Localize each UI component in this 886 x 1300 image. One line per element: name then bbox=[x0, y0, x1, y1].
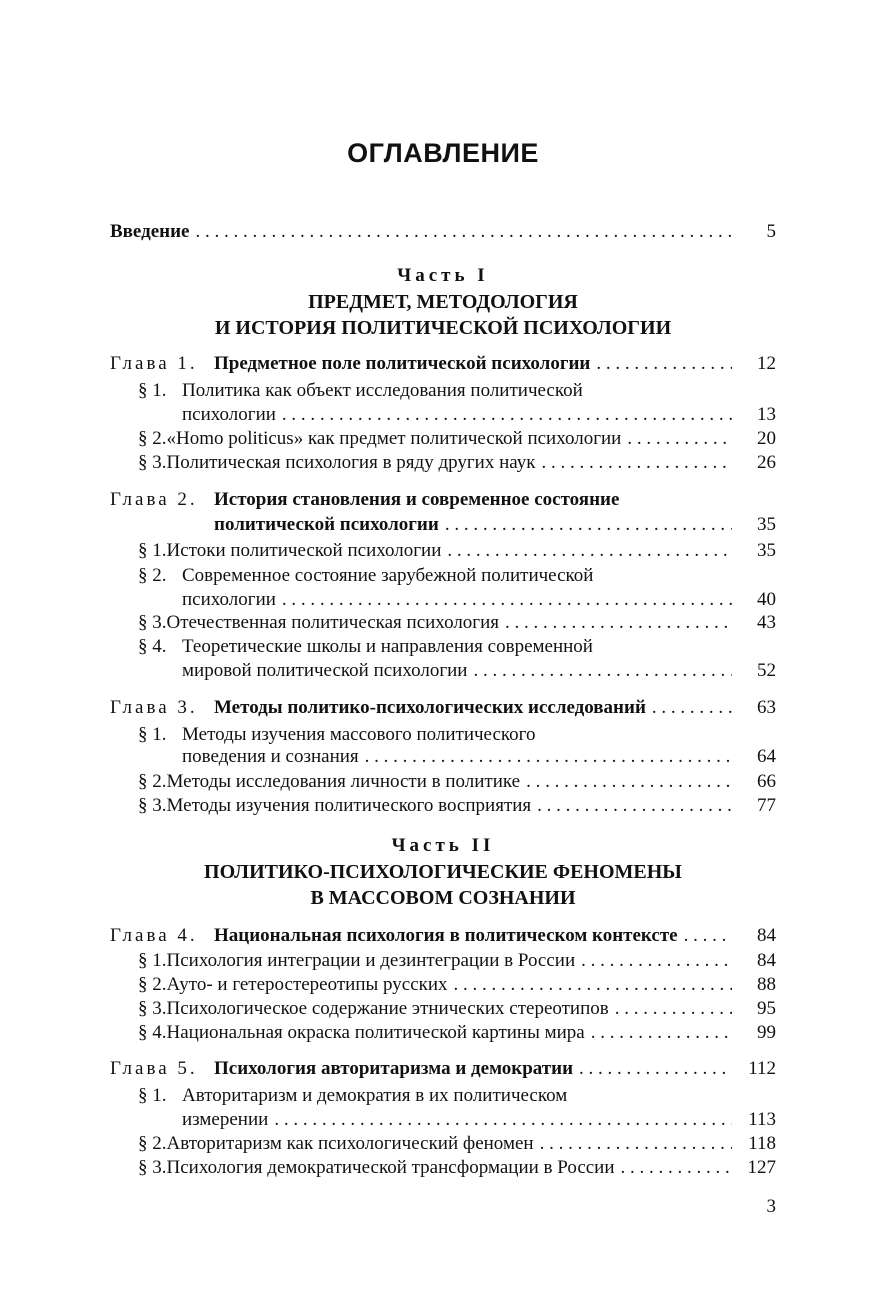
chapter-label: Глава 4. bbox=[110, 925, 198, 946]
leader-dots bbox=[621, 428, 732, 450]
section-title: Авторитаризм как психологический феномен bbox=[166, 1133, 534, 1154]
toc-entry-section[interactable] bbox=[138, 1133, 776, 1155]
leader-dots bbox=[678, 925, 732, 947]
leader-dots bbox=[646, 697, 732, 719]
intro-title: Введение bbox=[110, 221, 190, 242]
section-label: § 4. bbox=[138, 636, 167, 657]
chapter-page: 12 bbox=[757, 353, 776, 374]
leader-dots bbox=[276, 404, 732, 426]
section-label: § 2. bbox=[138, 565, 167, 586]
part-2-title-line-2: В МАССОВОМ СОЗНАНИИ bbox=[310, 887, 576, 909]
chapter-label: Глава 1. bbox=[110, 353, 198, 374]
section-title: Политическая психология в ряду других наук bbox=[166, 452, 536, 473]
leader-dots bbox=[585, 1022, 732, 1044]
toc-entry-section[interactable] bbox=[138, 1085, 776, 1107]
section-label: § 3. bbox=[138, 1157, 167, 1178]
section-title-line-2: психологии bbox=[182, 589, 276, 610]
leader-dots bbox=[467, 660, 732, 682]
section-label: § 1. bbox=[138, 950, 167, 971]
leader-dots bbox=[573, 1058, 732, 1080]
section-page: 52 bbox=[757, 660, 776, 681]
section-page: 77 bbox=[757, 795, 776, 816]
section-title-line-1: Современное состояние зарубежной политической bbox=[182, 565, 594, 586]
section-title-line-1: Теоретические школы и направления современной bbox=[182, 636, 593, 657]
section-title: «Homo politicus» как предмет политической психологии bbox=[166, 428, 622, 449]
section-title: Методы исследования личности в политике bbox=[166, 771, 521, 792]
chapter-page: 84 bbox=[757, 925, 776, 946]
section-title: Психологическое содержание этнических стереотипов bbox=[166, 998, 609, 1019]
toc-entry-section-cont[interactable] bbox=[182, 746, 776, 768]
part-2-label: Часть II bbox=[391, 835, 495, 856]
toc-entry-section-cont[interactable] bbox=[182, 1109, 776, 1131]
leader-dots bbox=[448, 974, 732, 996]
toc-entry-section[interactable] bbox=[138, 380, 776, 402]
chapter-label: Глава 2. bbox=[110, 489, 198, 510]
leader-dots bbox=[441, 540, 732, 562]
toc-entry-section[interactable] bbox=[138, 724, 776, 746]
toc-entry-section-cont[interactable] bbox=[182, 404, 776, 426]
section-label: § 3. bbox=[138, 795, 167, 816]
section-title: Методы изучения политического восприятия bbox=[166, 795, 532, 816]
toc-entry-chapter-2-cont[interactable] bbox=[214, 514, 776, 536]
section-label: § 1. bbox=[138, 724, 167, 745]
section-title-line-1: Политика как объект исследования политической bbox=[182, 380, 583, 401]
section-page: 113 bbox=[748, 1109, 776, 1130]
section-title-line-1: Методы изучения массового политического bbox=[182, 724, 536, 745]
toc-entry-section[interactable] bbox=[138, 950, 776, 972]
toc-entry-section[interactable] bbox=[138, 452, 776, 474]
toc-entry-chapter-1[interactable] bbox=[110, 353, 776, 375]
toc-entry-section[interactable] bbox=[138, 1022, 776, 1044]
leader-dots bbox=[535, 452, 732, 474]
toc-entry-section[interactable] bbox=[138, 540, 776, 562]
leader-dots bbox=[499, 612, 732, 634]
chapter-title: Национальная психология в политическом контексте bbox=[214, 925, 678, 946]
leader-dots bbox=[190, 221, 733, 243]
toc-entry-section[interactable] bbox=[138, 1157, 776, 1179]
toc-entry-chapter-2[interactable] bbox=[110, 489, 776, 511]
toc-entry-chapter-3[interactable] bbox=[110, 697, 776, 719]
chapter-title: Методы политико-психологических исследований bbox=[214, 697, 646, 718]
section-title-line-2: мировой политической психологии bbox=[182, 660, 468, 681]
section-page: 88 bbox=[757, 974, 776, 995]
section-label: § 2. bbox=[138, 1133, 167, 1154]
chapter-label: Глава 3. bbox=[110, 697, 198, 718]
section-label: § 1. bbox=[138, 540, 167, 561]
section-title: Психология демократической трансформации в России bbox=[166, 1157, 615, 1178]
part-1-title-line-1: ПРЕДМЕТ, МЕТОДОЛОГИЯ bbox=[308, 291, 578, 313]
section-page: 95 bbox=[757, 998, 776, 1019]
chapter-page: 112 bbox=[748, 1058, 776, 1079]
section-title: Ауто- и гетеростереотипы русских bbox=[166, 974, 448, 995]
chapter-title: Предметное поле политической психологии bbox=[214, 353, 591, 374]
section-title: Национальная окраска политической картины мира bbox=[166, 1022, 585, 1043]
section-page: 13 bbox=[757, 404, 776, 425]
leader-dots bbox=[575, 950, 732, 972]
page-heading: ОГЛАВЛЕНИЕ bbox=[347, 138, 539, 168]
section-title: Психология интеграции и дезинтеграции в России bbox=[166, 950, 576, 971]
toc-entry-chapter-4[interactable] bbox=[110, 925, 776, 947]
leader-dots bbox=[590, 353, 732, 375]
leader-dots bbox=[534, 1133, 732, 1155]
intro-page: 5 bbox=[766, 221, 776, 242]
toc-entry-section[interactable] bbox=[138, 565, 776, 587]
section-page: 127 bbox=[747, 1157, 776, 1178]
leader-dots bbox=[609, 998, 732, 1020]
leader-dots bbox=[439, 514, 732, 536]
section-page: 64 bbox=[757, 746, 776, 767]
toc-entry-section[interactable] bbox=[138, 974, 776, 996]
section-page: 99 bbox=[757, 1022, 776, 1043]
toc-entry-section[interactable] bbox=[138, 771, 776, 793]
leader-dots bbox=[615, 1157, 732, 1179]
chapter-title-line-1: История становления и современное состояние bbox=[214, 489, 620, 510]
chapter-title: Психология авторитаризма и демократии bbox=[214, 1058, 574, 1079]
page-number: 3 bbox=[766, 1196, 776, 1217]
toc-entry-section[interactable] bbox=[138, 636, 776, 658]
toc-entry-section-cont[interactable] bbox=[182, 660, 776, 682]
toc-entry-section[interactable] bbox=[138, 998, 776, 1020]
section-page: 26 bbox=[757, 452, 776, 473]
leader-dots bbox=[531, 795, 732, 817]
toc-entry-section-cont[interactable] bbox=[182, 589, 776, 611]
section-label: § 3. bbox=[138, 998, 167, 1019]
section-label: § 2. bbox=[138, 771, 167, 792]
section-label: § 2. bbox=[138, 974, 167, 995]
leader-dots bbox=[276, 589, 732, 611]
section-label: § 4. bbox=[138, 1022, 167, 1043]
section-label: § 2. bbox=[138, 428, 167, 449]
part-2-title-line-1: ПОЛИТИКО-ПСИХОЛОГИЧЕСКИЕ ФЕНОМЕНЫ bbox=[204, 861, 682, 883]
chapter-label: Глава 5. bbox=[110, 1058, 198, 1079]
section-page: 84 bbox=[757, 950, 776, 971]
section-page: 20 bbox=[757, 428, 776, 449]
section-label: § 3. bbox=[138, 452, 167, 473]
section-title-line-2: поведения и сознания bbox=[182, 746, 359, 767]
toc-entry-section[interactable] bbox=[138, 428, 776, 450]
part-1-label: Часть I bbox=[397, 265, 489, 286]
section-page: 66 bbox=[757, 771, 776, 792]
section-label: § 3. bbox=[138, 612, 167, 633]
leader-dots bbox=[520, 771, 732, 793]
toc-entry-intro[interactable] bbox=[110, 221, 776, 243]
section-title: Отечественная политическая психология bbox=[166, 612, 500, 633]
leader-dots bbox=[359, 746, 732, 768]
section-page: 43 bbox=[757, 612, 776, 633]
section-title-line-1: Авторитаризм и демократия в их политическом bbox=[182, 1085, 568, 1106]
leader-dots bbox=[268, 1109, 732, 1131]
chapter-page: 35 bbox=[757, 514, 776, 535]
section-page: 35 bbox=[757, 540, 776, 561]
section-page: 118 bbox=[748, 1133, 776, 1154]
section-title: Истоки политической психологии bbox=[166, 540, 442, 561]
section-label: § 1. bbox=[138, 1085, 167, 1106]
chapter-title-line-2: политической психологии bbox=[214, 514, 439, 535]
part-1-title-line-2: И ИСТОРИЯ ПОЛИТИЧЕСКОЙ ПСИХОЛОГИИ bbox=[214, 317, 672, 339]
toc-entry-section[interactable] bbox=[138, 795, 776, 817]
toc-entry-chapter-5[interactable] bbox=[110, 1058, 776, 1080]
section-title-line-2: измерении bbox=[182, 1109, 269, 1130]
section-label: § 1. bbox=[138, 380, 167, 401]
section-page: 40 bbox=[757, 589, 776, 610]
toc-entry-section[interactable] bbox=[138, 612, 776, 634]
chapter-page: 63 bbox=[757, 697, 776, 718]
section-title-line-2: психологии bbox=[182, 404, 276, 425]
